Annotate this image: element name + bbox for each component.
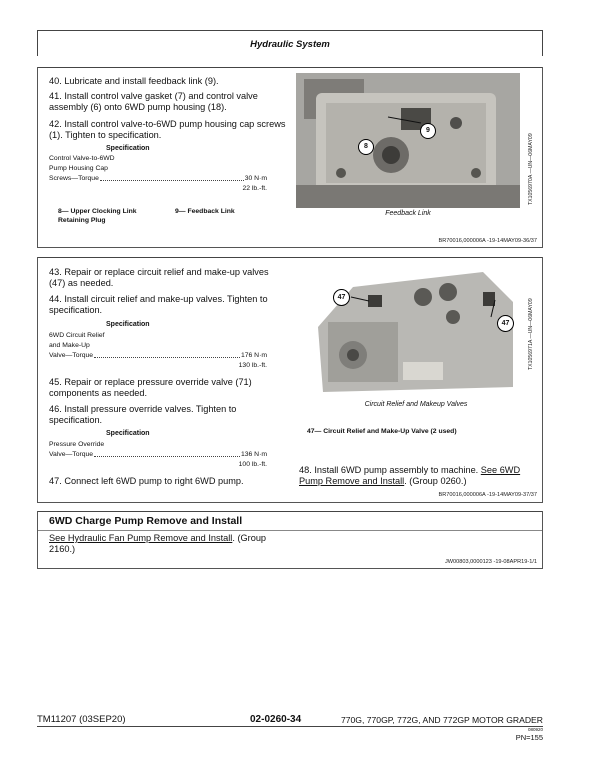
section3-body (49, 533, 284, 555)
spec-value: 30 N·m (244, 175, 267, 182)
spec-value-imperial: 100 lb.-ft. (238, 461, 267, 468)
step-41: 41. Install control valve gasket (7) and control valve assembly (6) onto 6WD pump housing (18). (49, 91, 258, 112)
footer-center: 02-0260-34 (250, 714, 302, 725)
fan-pump-remove-install-link[interactable]: See Hydraulic Fan Pump Remove and Install (49, 533, 233, 543)
step-40: 40. Lubricate and install feedback link (9). (49, 76, 219, 86)
spec-value-imperial: 130 lb.-ft. (238, 362, 267, 369)
spec-torque-label: Valve—Torque (49, 451, 94, 458)
pump-remove-install-link[interactable]: See 6WD Pump Remove and Install (299, 465, 521, 486)
step-45: 45. Repair or replace pressure override valve (71) components as needed. (49, 377, 252, 398)
spec-line: Control Valve-to-6WD (49, 155, 115, 162)
spec-value: 136 N·m (240, 451, 267, 458)
page-header-title: Hydraulic System (250, 39, 330, 50)
marker-47: 47 (333, 289, 350, 306)
image-caption: Feedback Link (385, 210, 431, 217)
image-side-id: TX1056971A —UN—06MAY09 (528, 298, 534, 370)
step-48-text: 48. Install 6WD pump assembly to machine. (299, 465, 479, 475)
marker-8: 8 (358, 139, 374, 155)
step-48 (299, 465, 529, 487)
feedback-link-photo (296, 73, 520, 208)
callout-9: 9— Feedback Link (175, 208, 235, 215)
spec-heading: Specification (106, 145, 150, 152)
step-44: 44. Install circuit relief and make-up valves. Tighten to specification. (49, 294, 268, 315)
step-47: 47. Connect left 6WD pump to right 6WD pump. (49, 476, 244, 486)
callout-47: 47— Circuit Relief and Make-Up Valve (2 used) (307, 428, 457, 435)
spec-line: and Make-Up (49, 342, 90, 349)
spec-value: 176 N·m (240, 352, 267, 359)
spec-line: 6WD Circuit Relief (49, 332, 105, 339)
spec-torque-label: Screws—Torque (49, 175, 99, 182)
footer-page: PN=155 (515, 733, 543, 742)
step-42: 42. Install control valve-to-6WD pump housing cap screws (1). Tighten to specification. (49, 119, 286, 140)
image-caption: Circuit Relief and Makeup Valves (364, 401, 468, 408)
spec-value-imperial: 22 lb.-ft. (242, 185, 267, 192)
step-48-suffix: . (Group 0260.) (404, 476, 467, 486)
step-43: 43. Repair or replace circuit relief and make-up valves (47) as needed. (49, 267, 269, 288)
spec-line: Pressure Override (49, 441, 105, 448)
spec-line: Pump Housing Cap (49, 165, 108, 172)
spec-heading: Specification (106, 321, 150, 328)
marker-47: 47 (497, 315, 514, 332)
leader-dots (94, 357, 240, 358)
spec-torque-row (49, 174, 267, 183)
feedback-link-illustration (296, 73, 520, 208)
spec-torque-row (49, 450, 267, 459)
marker-9: 9 (420, 123, 436, 139)
spec-torque-label: Valve—Torque (49, 352, 94, 359)
leader-dots (94, 456, 240, 457)
image-side-id: TX1056970A —UN—06MAY09 (528, 133, 534, 205)
spec-torque-row (49, 351, 267, 360)
section1-ref: BR70016,000006A -19-14MAY09-36/37 (438, 238, 537, 244)
relief-valves-photo (313, 267, 519, 397)
section3-title-rule (38, 530, 542, 531)
footer-left: TM11207 (03SEP20) (37, 714, 126, 725)
step-46: 46. Install pressure override valves. Tighten to specification. (49, 404, 237, 425)
callout-8: 8— Upper Clocking Link Retaining Plug (58, 208, 137, 224)
section3-ref: JW00803,0000123 -19-08APR19-1/1 (444, 559, 537, 565)
section3-suffix: . (Group 2160.) (49, 533, 267, 554)
footer-right: 770G, 770GP, 772G, AND 772GP MOTOR GRADER (340, 715, 543, 725)
section2-ref: BR70016,000006A -19-14MAY09-37/37 (438, 492, 537, 498)
leader-dots (100, 180, 244, 181)
section3-title: 6WD Charge Pump Remove and Install (49, 515, 243, 527)
relief-valves-illustration (313, 267, 519, 397)
footer-small-code: 080920 (527, 727, 543, 732)
spec-heading: Specification (106, 430, 150, 437)
header-top-rule (37, 30, 543, 31)
